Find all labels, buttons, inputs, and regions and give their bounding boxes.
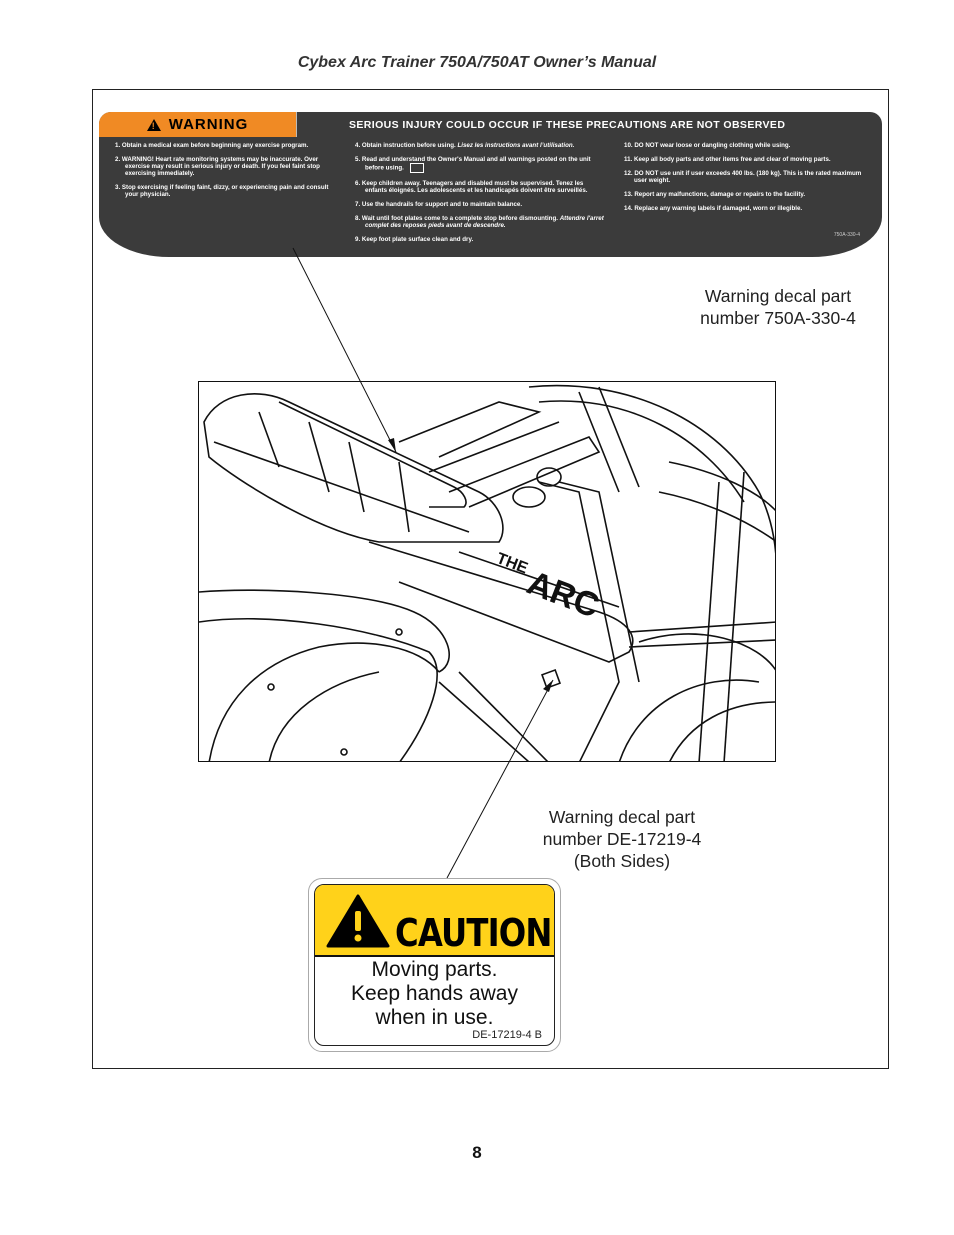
warning-item: 10. DO NOT wear loose or dangling clothing while using. [624,142,791,149]
logo-arc-text: ARC [521,563,605,626]
warning-item: 9. Keep foot plate surface clean and dry. [355,236,474,243]
warning-item: 6. Keep children away. Teenagers and disabled must be supervised. Tenez les enfants éloignés. Les adolescents et les handicapés doivent être surveillés. [355,180,588,194]
warning-item: 12. DO NOT use unit if user exceeds 400 lbs. (180 kg). This is the rated maximum user weight. [624,170,862,184]
warning-item: 1. Obtain a medical exam before beginning any exercise program. [115,142,309,149]
warning-item: 11. Keep all body parts and other items free and clear of moving parts. [624,156,831,163]
logo-the-text: THE [494,550,530,578]
warning-item: 14. Replace any warning labels if damaged, worn or illegible. [624,205,803,212]
caution-message: Moving parts. Keep hands away when in use. [351,958,518,1029]
caution-decal-code: DE-17219-4 B [472,1029,542,1041]
warning-item: 5. Read and understand the Owner's Manual and all warnings posted on the unit before using. [355,156,591,172]
warning-item: 8. Wait until foot plates come to a complete stop before dismounting. Attendre l'arret complet des reposes pieds avant de descendre. [355,215,604,229]
bottom-decal-label: Warning decal part number DE-17219-4 (Both Sides) [542,807,702,871]
warning-item: 7. Use the handrails for support and to maintain balance. [355,201,523,208]
warning-decal-code: 750A-330-4 [833,232,860,238]
warning-item: 2. WARNING! Heart rate monitoring systems may be inaccurate. Over exercise may result in serious injury or death. If you feel faint stop exercising immediately. [115,156,320,177]
warning-item: 13. Report any malfunctions, damage or repairs to the facility. [624,191,806,198]
warning-tag-label: WARNING [168,116,249,133]
warning-triangle-icon: ! [147,119,161,131]
caution-banner [315,885,554,957]
leader-line-top [293,248,396,452]
manual-title: Cybex Arc Trainer 750A/750AT Owner’s Manual [297,54,657,71]
caution-decal-inner [314,884,555,1046]
arrowhead-icon [388,438,396,452]
caution-word: CAUTION [395,911,552,955]
caution-decal [308,878,561,1052]
top-decal-label: Warning decal part number 750A-330-4 [700,286,856,328]
page-number: 8 [472,1143,482,1162]
caution-triangle-icon [325,893,391,949]
warning-item: 4. Obtain instruction before using. Lisez les instructions avant l’utilisation. [355,142,575,149]
warning-headline: SERIOUS INJURY COULD OCCUR IF THESE PRECAUTIONS ARE NOT OBSERVED [349,118,786,131]
warning-item: 3. Stop exercising if feeling faint, dizzy, or experiencing pain and consult your physician. [115,184,329,198]
arrowhead-icon [543,680,553,692]
